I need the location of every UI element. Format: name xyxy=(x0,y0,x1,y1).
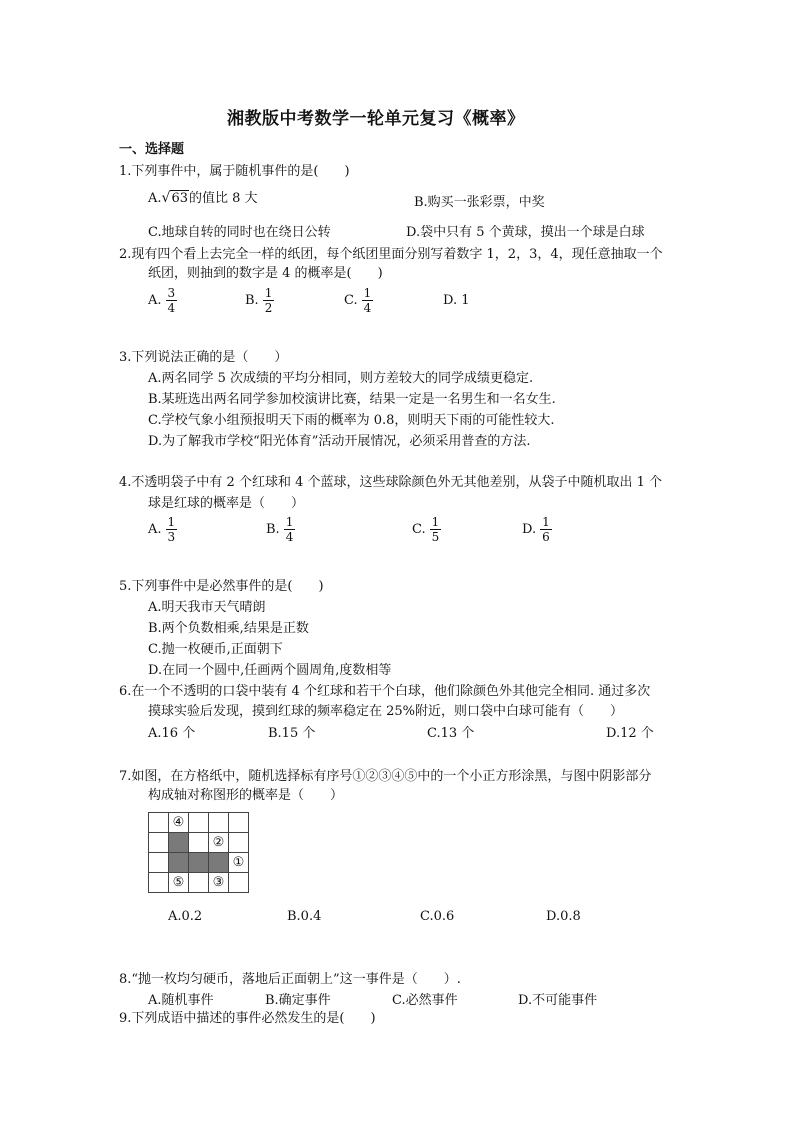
option-label: A. xyxy=(148,522,162,537)
option-label: A. xyxy=(148,293,162,308)
sqrt-radicand: 63 xyxy=(171,191,188,206)
question-5-option-c: C.抛一枚硬币,正面朝下 xyxy=(148,642,283,657)
denominator: 3 xyxy=(167,530,176,544)
question-6-option-d: D.12 个 xyxy=(606,726,654,741)
grid-cell xyxy=(189,813,209,833)
fraction xyxy=(362,286,374,315)
option-a-text: 的值比 8 大 xyxy=(189,191,258,206)
question-3-option-d: D.为了解我市学校“阳光体育”活动开展情况，必须采用普查的方法. xyxy=(148,434,531,449)
question-6-option-a: A.16 个 xyxy=(148,726,196,741)
numerator: 1 xyxy=(285,515,294,529)
question-3-option-a: A.两名同学 5 次成绩的平均分相同，则方差较大的同学成绩更稳定. xyxy=(148,371,534,386)
question-4-stem-line-2: 球是红球的概率是（ ） xyxy=(148,496,305,511)
grid-cell-label-3: ③ xyxy=(209,873,229,893)
grid-cell xyxy=(189,873,209,893)
denominator: 4 xyxy=(167,301,176,315)
question-4-option-c xyxy=(412,515,441,544)
numerator: 1 xyxy=(264,286,273,300)
option-label: D. xyxy=(522,522,537,537)
question-6-stem-line-1: 6.在一个不透明的口袋中装有 4 个红球和若干个白球，他们除颜色外其他完全相同. 通过多次 xyxy=(119,684,651,699)
grid-cell xyxy=(229,813,249,833)
question-2-option-a xyxy=(148,286,177,315)
page-title: 湘教版中考数学一轮单元复习《概率》 xyxy=(227,109,525,129)
grid-row xyxy=(149,873,249,893)
grid-row xyxy=(149,813,249,833)
fraction xyxy=(166,286,178,315)
numerator: 1 xyxy=(363,286,372,300)
option-label: C. xyxy=(344,293,358,308)
option-label: C. xyxy=(412,522,426,537)
section-heading: 一、选择题 xyxy=(119,142,185,157)
shaded-cell xyxy=(189,853,209,873)
square-grid-figure xyxy=(148,812,249,893)
numerator: 1 xyxy=(542,515,550,529)
question-2-stem-line-2: 纸团，则抽到的数字是 4 的概率是( ) xyxy=(148,266,383,281)
grid-cell xyxy=(149,833,169,853)
fraction xyxy=(166,515,178,544)
question-1-option-c: C.地球自转的同时也在绕日公转 xyxy=(148,225,331,240)
grid-cell-label-1: ① xyxy=(229,853,249,873)
question-4-option-a xyxy=(148,515,177,544)
question-7-stem-line-1: 7.如图，在方格纸中，随机选择标有序号①②③④⑤中的一个小正方形涂黑，与图中阴影部分 xyxy=(119,769,652,784)
question-4-option-d xyxy=(522,515,552,544)
question-4-stem-line-1: 4.不透明袋子中有 2 个红球和 4 个蓝球，这些球除颜色外无其他差别，从袋子中随机取出 1 个 xyxy=(119,475,663,490)
question-4-option-b xyxy=(266,515,295,544)
question-1-option-b: B.购买一张彩票，中奖 xyxy=(414,195,545,210)
denominator: 4 xyxy=(363,301,372,315)
question-8-option-b: B.确定事件 xyxy=(265,993,331,1008)
fraction xyxy=(430,515,442,544)
denominator: 4 xyxy=(285,530,294,544)
question-3-option-c: C.学校气象小组预报明天下雨的概率为 0.8，则明天下雨的可能性较大. xyxy=(148,413,555,428)
question-7-option-a: A.0.2 xyxy=(168,909,203,924)
shaded-cell xyxy=(169,833,189,853)
question-2-option-c xyxy=(344,286,373,315)
grid-row xyxy=(149,833,249,853)
question-8-option-d: D.不可能事件 xyxy=(518,993,598,1008)
question-7-option-b: B.0.4 xyxy=(287,909,322,924)
question-6-option-c: C.13 个 xyxy=(427,726,475,741)
question-6-stem-line-2: 摸球实验后发现，摸到红球的频率稳定在 25%附近，则口袋中白球可能有（ ） xyxy=(148,704,624,719)
grid-cell-label-5: ⑤ xyxy=(169,873,189,893)
grid-cell xyxy=(149,873,169,893)
question-3-option-b: B.某班选出两名同学参加校演讲比赛，结果一定是一名男生和一名女生. xyxy=(148,392,556,407)
question-7-stem-line-2: 构成轴对称图形的概率是（ ） xyxy=(148,788,344,803)
question-1-stem: 1.下列事件中，属于随机事件的是( ) xyxy=(119,164,350,179)
fraction xyxy=(284,515,296,544)
question-8-stem: 8.“抛一枚均匀硬币，落地后正面朝上”这一事件是（ ）. xyxy=(119,972,461,987)
grid-cell xyxy=(229,873,249,893)
grid-row xyxy=(149,853,249,873)
question-8-option-c: C.必然事件 xyxy=(392,993,458,1008)
grid-cell-label-4: ④ xyxy=(169,813,189,833)
denominator: 6 xyxy=(542,530,550,544)
question-7-option-c: C.0.6 xyxy=(420,909,455,924)
question-2-option-d: D. 1 xyxy=(443,293,470,308)
numerator: 1 xyxy=(167,515,176,529)
question-5-option-b: B.两个负数相乘,结果是正数 xyxy=(148,621,309,636)
question-8-option-a: A.随机事件 xyxy=(148,993,214,1008)
option-a-label: A. xyxy=(148,191,162,206)
question-5-option-a: A.明天我市天气晴朗 xyxy=(148,600,266,615)
question-5-option-d: D.在同一个圆中,任画两个圆周角,度数相等 xyxy=(148,663,392,678)
shaded-cell xyxy=(169,853,189,873)
question-6-option-b: B.15 个 xyxy=(268,726,316,741)
option-label: B. xyxy=(245,293,259,308)
sqrt-expression: √63 xyxy=(161,190,188,206)
denominator: 5 xyxy=(431,530,440,544)
question-1-option-d: D.袋中只有 5 个黄球，摸出一个球是白球 xyxy=(406,225,645,240)
grid-cell xyxy=(209,813,229,833)
question-1-option-a xyxy=(148,187,258,206)
shaded-cell xyxy=(209,853,229,873)
numerator: 1 xyxy=(431,515,440,529)
question-2-stem-line-1: 2.现有四个看上去完全一样的纸团，每个纸团里面分别写着数字 1，2，3，4，现任意抽取一个 xyxy=(119,247,663,262)
grid-cell-label-2: ② xyxy=(209,833,229,853)
question-2-option-b xyxy=(245,286,274,315)
numerator: 3 xyxy=(167,286,176,300)
fraction xyxy=(263,286,275,315)
grid-cell xyxy=(149,853,169,873)
question-7-option-d: D.0.8 xyxy=(546,909,581,924)
option-label: B. xyxy=(266,522,280,537)
grid-cell xyxy=(229,833,249,853)
question-3-stem: 3.下列说法正确的是（ ） xyxy=(119,350,288,365)
grid-cell xyxy=(189,833,209,853)
grid-cell xyxy=(149,813,169,833)
fraction xyxy=(540,515,552,544)
denominator: 2 xyxy=(264,301,273,315)
question-9-stem: 9.下列成语中描述的事件必然发生的是( ) xyxy=(119,1011,376,1026)
question-5-stem: 5.下列事件中是必然事件的是( ) xyxy=(119,579,324,594)
